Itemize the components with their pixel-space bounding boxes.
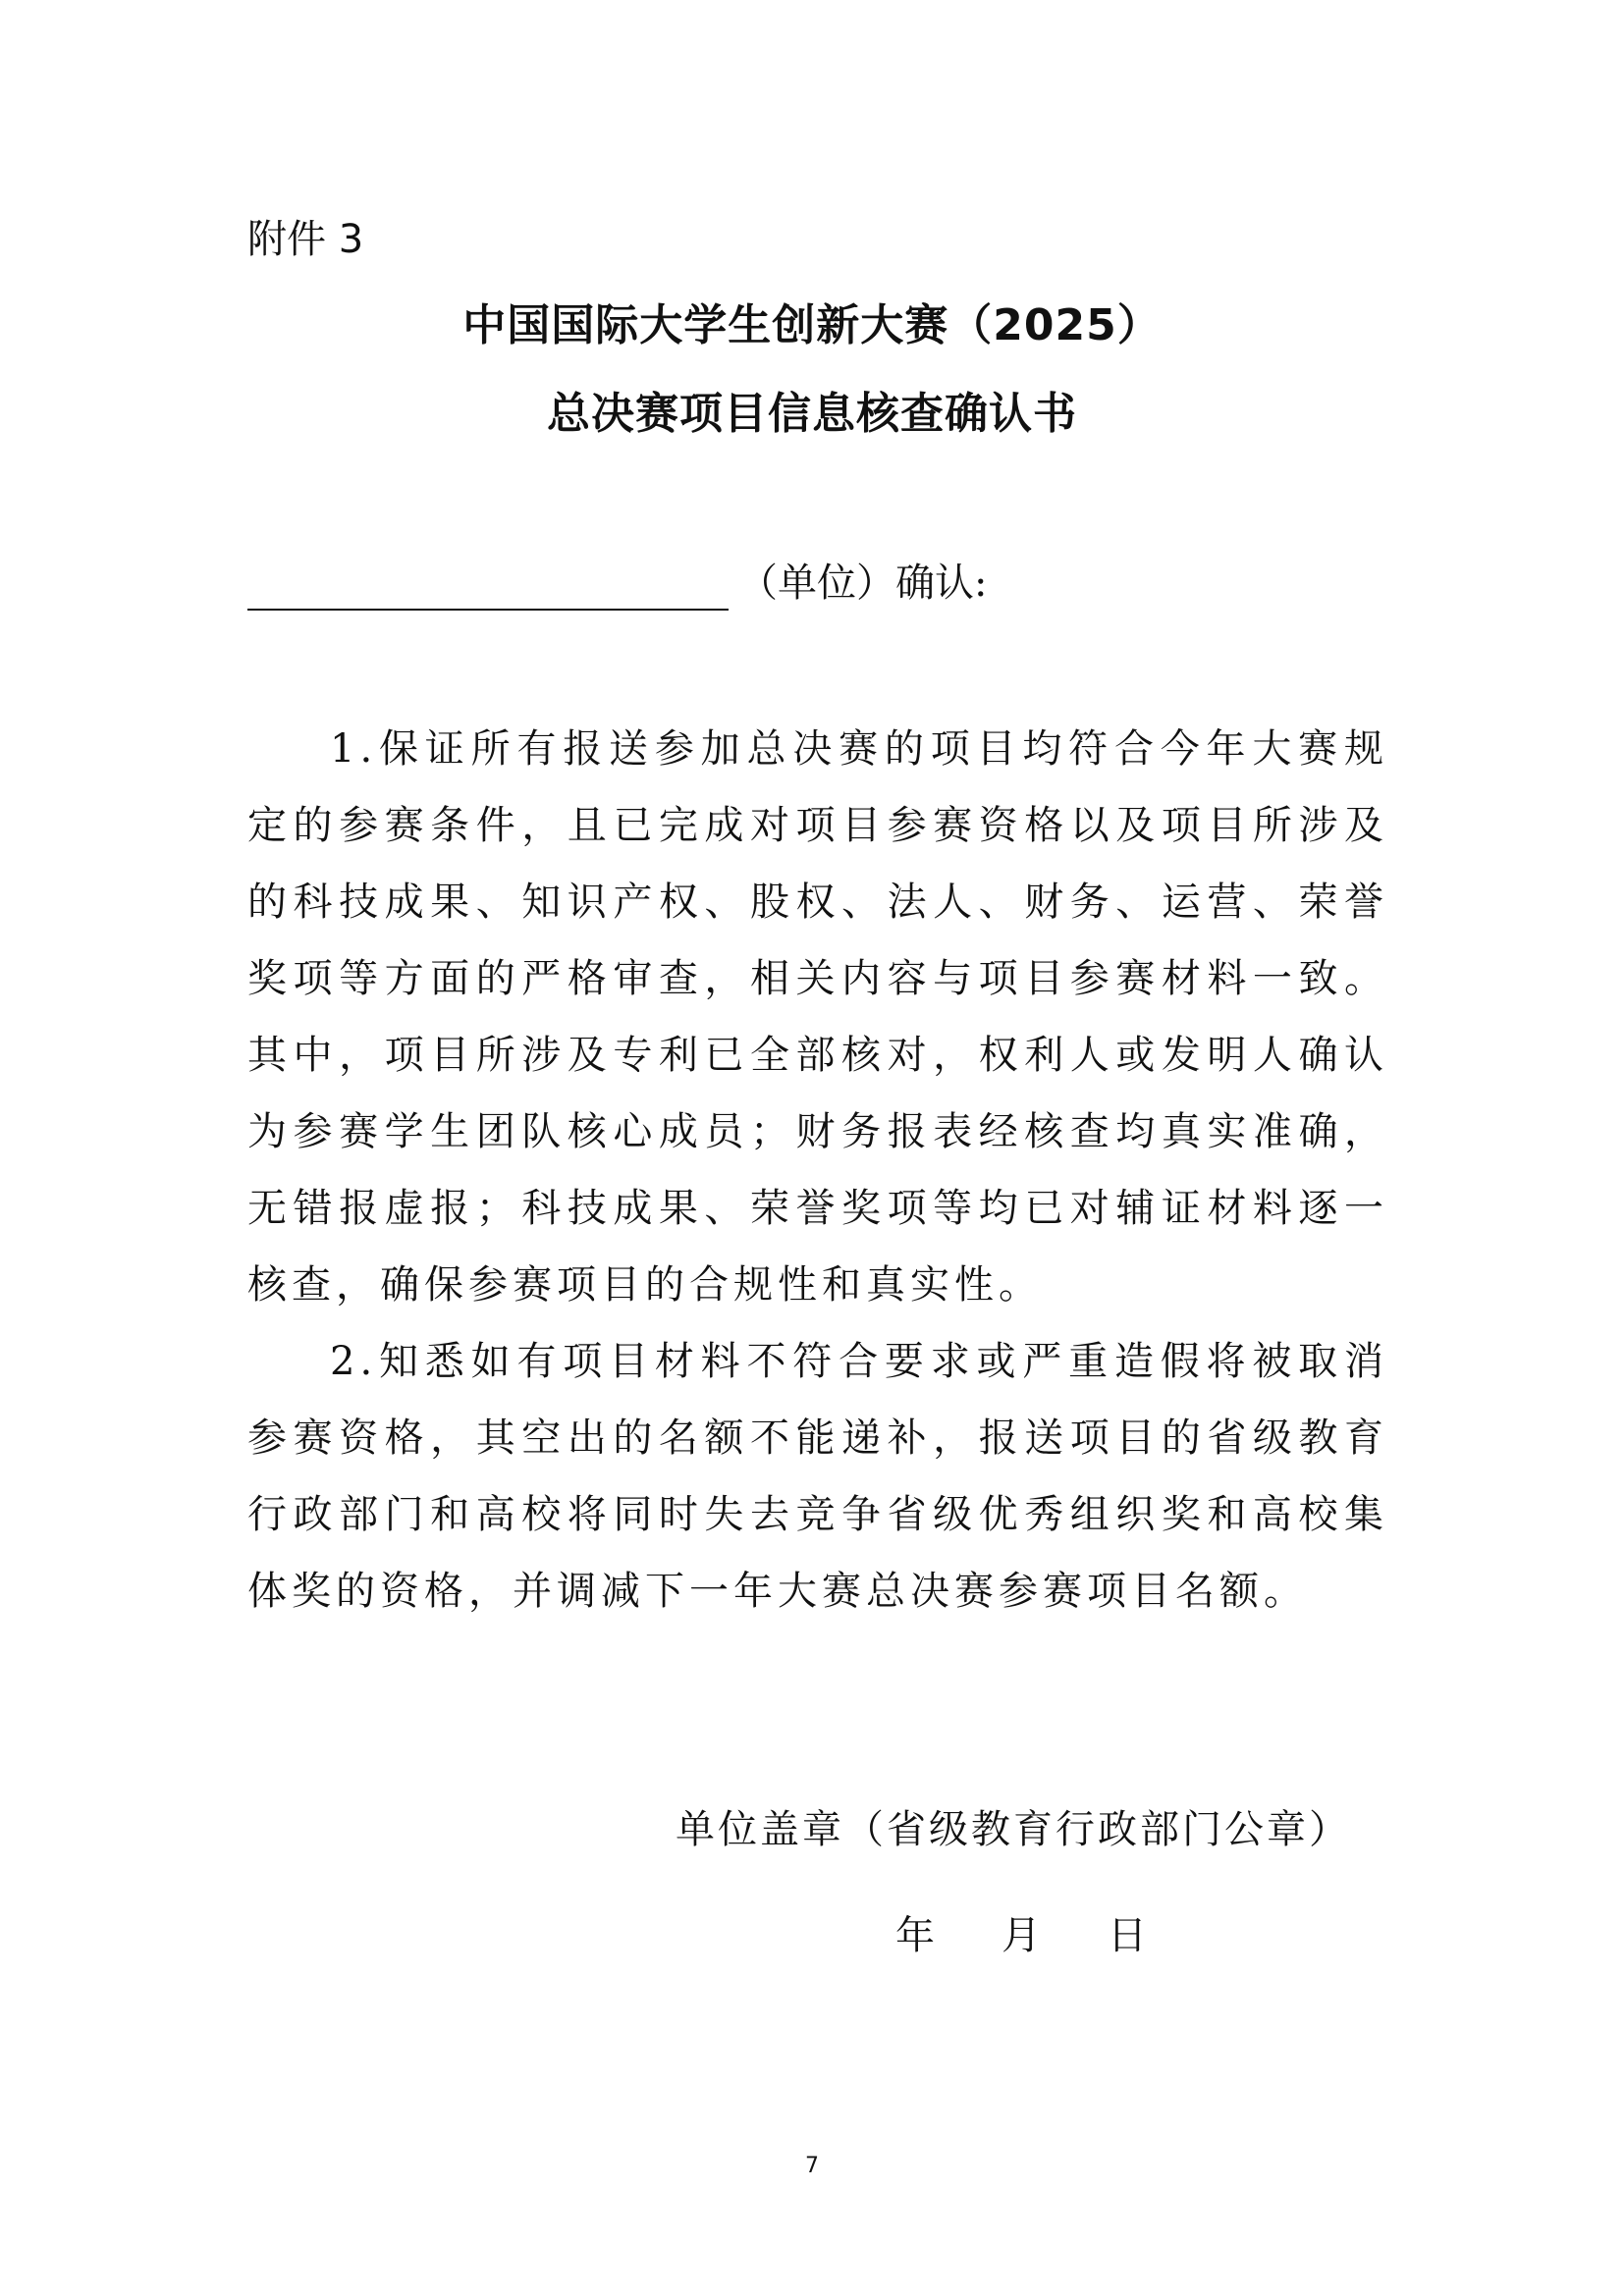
document-title-line-2: 总决赛项目信息核查确认书 <box>547 389 1077 439</box>
unit-confirmation-label: （单位）确认: <box>738 561 988 606</box>
date-line <box>895 1908 1147 1963</box>
date-month: 月 <box>1001 1913 1041 1958</box>
clause-2-paragraph: 2.知悉如有项目材料不符合要求或严重造假将被取消参赛资格，其空出的名额不能递补，报送项目的省级教育行政部门和高校将同时失去竞争省级优秀组织奖和高校集体奖的资格，并调减下一年大赛总决赛参赛项目名额。 <box>247 1339 1388 1614</box>
unit-name-blank <box>247 561 729 611</box>
unit-confirmation-line <box>247 556 987 611</box>
date-day: 日 <box>1108 1913 1147 1958</box>
date-year: 年 <box>895 1913 935 1958</box>
attachment-label: 附件 3 <box>247 217 364 262</box>
page-number: 7 <box>805 2154 819 2178</box>
seal-label: 单位盖章（省级教育行政部门公章） <box>676 1807 1351 1852</box>
clause-1-paragraph: 1.保证所有报送参加总决赛的项目均符合今年大赛规定的参赛条件，且已完成对项目参赛资格以及项目所涉及的科技成果、知识产权、股权、法人、财务、运营、荣誉奖项等方面的严格审查，相关内容与项目参赛材料一致。其中，项目所涉及专利已全部核对，权利人或发明人确认为参赛学生团队核心成员；财务报表经核查均真实准确，无错报虚报；科技成果、荣誉奖项等均已对辅证材料逐一核查，确保参赛项目的合规性和真实性。 <box>247 726 1388 1308</box>
document-title-line-1: 中国国际大学生创新大赛（2025） <box>462 300 1162 350</box>
